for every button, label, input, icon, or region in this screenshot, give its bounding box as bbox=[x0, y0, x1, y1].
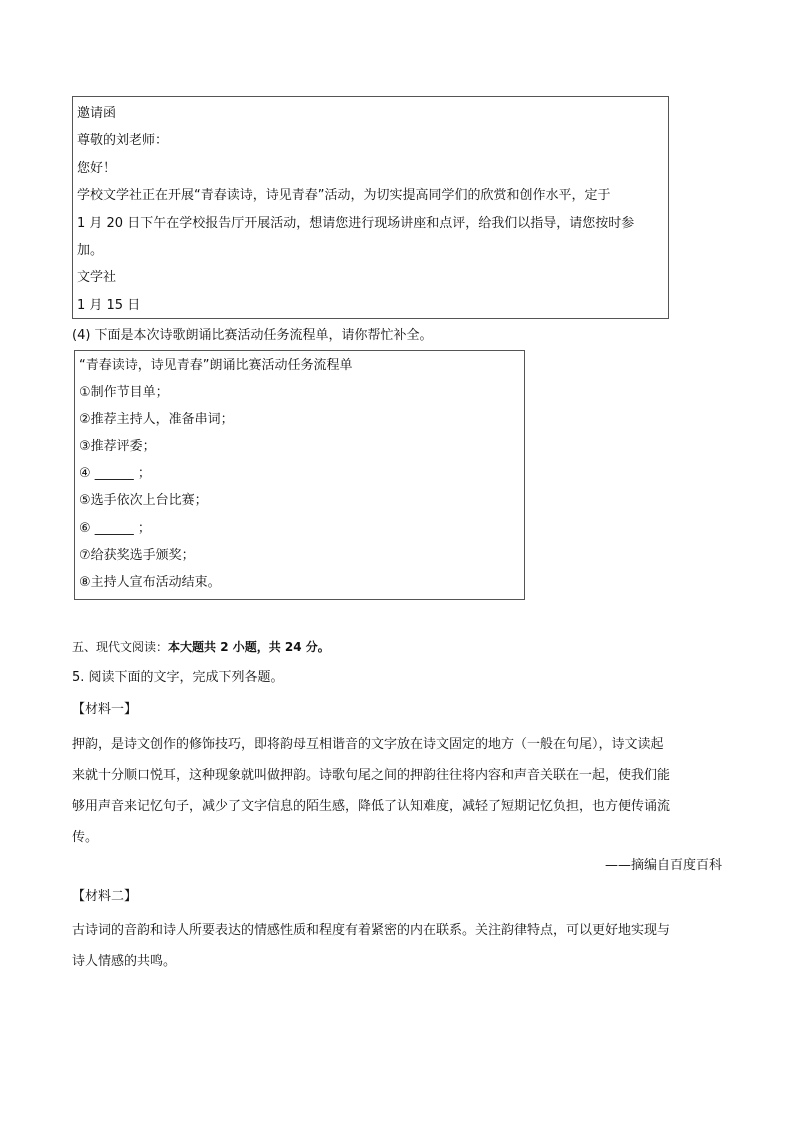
section-five-heading bbox=[72, 637, 330, 657]
flow-step: ⑧主持人宣布活动结束。 bbox=[79, 574, 221, 590]
paragraph-line: 来就十分顺口悦耳，这种现象就叫做押韵。诗歌句尾之间的押韵往往将内容和声音关联在一起，使我们能 bbox=[72, 768, 671, 783]
flow-step: ③推荐评委； bbox=[79, 439, 156, 455]
section-five-detail: 本大题共 2 小题，共 24 分。 bbox=[168, 640, 330, 654]
question-4: (4) 下面是本次诗歌朗诵比赛活动任务流程单，请你帮忙补全。 bbox=[72, 328, 433, 343]
flow-step: ①制作节目单； bbox=[79, 385, 169, 401]
flow-step-blank: ⑥ ______ ； bbox=[79, 520, 151, 536]
invitation-salutation: 尊敬的刘老师： bbox=[77, 133, 169, 149]
flow-step-blank: ④ ______ ； bbox=[79, 466, 151, 482]
paragraph-line: 古诗词的音韵和诗人所要表达的情感性质和程度有着紧密的内在联系。关注韵律特点，可以更好地实现与 bbox=[72, 923, 671, 938]
flow-list-box bbox=[74, 350, 525, 600]
invitation-title: 邀请函 bbox=[77, 106, 117, 121]
material-one-source: ——摘编自百度百科 bbox=[604, 858, 722, 873]
flow-step: ⑦给获奖选手颁奖； bbox=[79, 547, 195, 563]
flow-step: ⑤选手依次上台比赛； bbox=[79, 493, 208, 509]
question-5: 5. 阅读下面的文字，完成下列各题。 bbox=[72, 670, 284, 685]
material-one-title: 【材料一】 bbox=[72, 702, 138, 717]
paragraph-line: 够用声音来记忆句子，减少了文字信息的陌生感，降低了认知难度，减轻了短期记忆负担，也方便传诵流 bbox=[72, 799, 671, 814]
paragraph-line: 传。 bbox=[72, 830, 99, 845]
invitation-box bbox=[72, 96, 669, 319]
material-one-paragraph bbox=[72, 729, 722, 853]
paragraph-line: 诗人情感的共鸣。 bbox=[72, 954, 177, 969]
invitation-body-line: 1 月 20 日下午在学校报告厅开展活动，想请您进行现场讲座和点评，给我们以指导，请您按时参 bbox=[77, 215, 635, 231]
invitation-greeting: 您好！ bbox=[77, 160, 117, 176]
paragraph-line: 押韵，是诗文创作的修饰技巧，即将韵母互相谐音的文字放在诗文固定的地方（一般在句尾），诗文读起 bbox=[72, 737, 664, 752]
flow-step: ②推荐主持人，准备串词； bbox=[79, 412, 234, 428]
invitation-signature: 文学社 bbox=[77, 270, 117, 286]
flow-title: “青春读诗，诗见青春”朗诵比赛活动任务流程单 bbox=[79, 358, 353, 373]
invitation-body-line: 加。 bbox=[77, 243, 104, 259]
section-five-label: 五、现代文阅读： bbox=[72, 640, 169, 654]
invitation-date: 1 月 15 日 bbox=[77, 297, 141, 313]
material-two-paragraph bbox=[72, 915, 722, 977]
material-two-title: 【材料二】 bbox=[72, 889, 138, 904]
invitation-body-line: 学校文学社正在开展“青春读诗，诗见青春”活动，为切实提高同学们的欣赏和创作水平，定于 bbox=[77, 188, 611, 204]
